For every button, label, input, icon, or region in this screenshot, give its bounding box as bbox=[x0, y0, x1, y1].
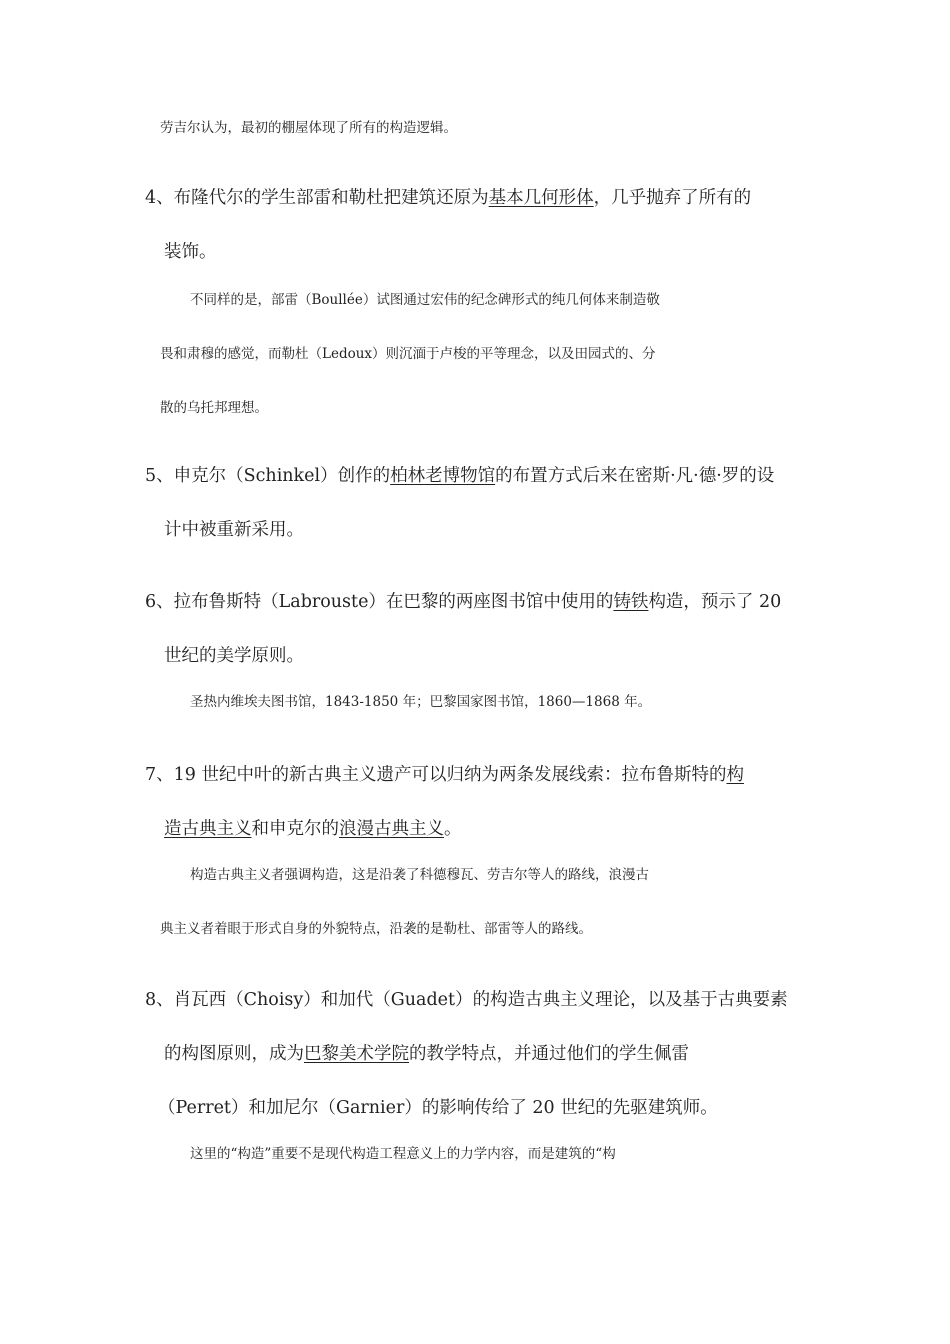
item-8-line-3 bbox=[158, 1094, 718, 1119]
item-4-line-1 bbox=[145, 184, 751, 209]
item-5-line-2 bbox=[164, 516, 304, 541]
note-line bbox=[190, 288, 660, 308]
text-span: 的布置方式后来在密斯·凡·德·罗的设 bbox=[495, 466, 775, 486]
text-span: 8、肖瓦西（Choisy）和加代（Guadet）的构造古典主义理论，以及基于古典要素 bbox=[145, 990, 788, 1010]
note-line bbox=[190, 690, 651, 710]
text-span: 7、19 世纪中叶的新古典主义遗产可以归纳为两条发展线索：拉布鲁斯特的 bbox=[145, 765, 727, 785]
underlined-term: 造古典主义 bbox=[164, 819, 252, 839]
text-span: 世纪的美学原则。 bbox=[164, 646, 304, 666]
text-span: 劳吉尔认为，最初的棚屋体现了所有的构造逻辑。 bbox=[160, 120, 457, 136]
item-7-line-2 bbox=[164, 815, 462, 840]
item-6-line-2 bbox=[164, 642, 304, 667]
text-span: （Perret）和加尼尔（Garnier）的影响传给了 20 世纪的先驱建筑师。 bbox=[158, 1098, 718, 1118]
text-span: 计中被重新采用。 bbox=[164, 520, 304, 540]
text-span: 5、申克尔（Schinkel）创作的 bbox=[145, 466, 391, 486]
underlined-term: 浪漫古典主义 bbox=[339, 819, 444, 839]
text-span: 构造，预示了 20 bbox=[648, 592, 782, 612]
text-span: 的构图原则，成为 bbox=[164, 1044, 304, 1064]
text-span: 的教学特点，并通过他们的学生佩雷 bbox=[409, 1044, 689, 1064]
text-span: ，几乎抛弃了所有的 bbox=[593, 188, 752, 208]
underlined-term: 基本几何形体 bbox=[488, 188, 594, 208]
item-7-line-1 bbox=[145, 761, 744, 786]
note-line bbox=[160, 342, 656, 362]
text-span: 。 bbox=[444, 819, 462, 839]
note-line bbox=[160, 917, 592, 937]
note-line bbox=[190, 1142, 616, 1162]
text-span: 散的乌托邦理想。 bbox=[160, 400, 268, 416]
underlined-term: 铸铁 bbox=[613, 592, 649, 612]
note-line bbox=[190, 863, 649, 883]
underlined-term: 柏林老博物馆 bbox=[390, 466, 496, 486]
text-span: 装饰。 bbox=[164, 242, 217, 262]
item-8-line-2 bbox=[164, 1040, 689, 1065]
text-span: 4、布隆代尔的学生部雷和勒杜把建筑还原为 bbox=[145, 188, 489, 208]
item-6-line-1 bbox=[145, 588, 781, 613]
item-8-line-1 bbox=[145, 986, 788, 1011]
underlined-term: 巴黎美术学院 bbox=[304, 1044, 409, 1064]
text-span: 典主义者着眼于形式自身的外貌特点，沿袭的是勒杜、部雷等人的路线。 bbox=[160, 921, 592, 937]
item-5-line-1 bbox=[145, 462, 774, 487]
text-span: 和申克尔的 bbox=[251, 819, 339, 839]
text-span: 6、拉布鲁斯特（Labrouste）在巴黎的两座图书馆中使用的 bbox=[145, 592, 614, 612]
text-span: 畏和肃穆的感觉，而勒杜（Ledoux）则沉湎于卢梭的平等理念，以及田园式的、分 bbox=[160, 346, 656, 362]
text-span: 构造古典主义者强调构造，这是沿袭了科德穆瓦、劳吉尔等人的路线，浪漫古 bbox=[190, 867, 649, 883]
text-span: 不同样的是，部雷（Boullée）试图通过宏伟的纪念碑形式的纯几何体来制造敬 bbox=[190, 292, 660, 308]
item-4-line-2 bbox=[164, 238, 217, 263]
note-line bbox=[160, 116, 457, 136]
underlined-term: 构 bbox=[726, 765, 744, 785]
text-span: 这里的“构造”重要不是现代构造工程意义上的力学内容，而是建筑的“构 bbox=[190, 1146, 616, 1162]
note-line bbox=[160, 396, 268, 416]
text-span: 圣热内维埃夫图书馆，1843-1850 年；巴黎国家图书馆，1860—1868 年。 bbox=[190, 694, 652, 710]
